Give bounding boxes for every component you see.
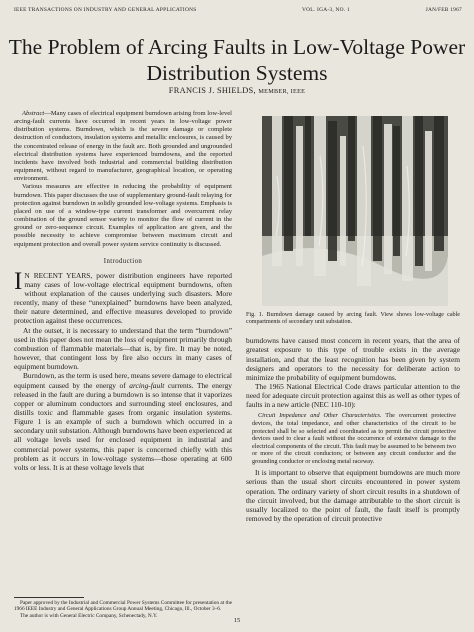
burndown-photo-image	[262, 116, 448, 306]
author-name: FRANCIS J. SHIELDS,	[168, 86, 256, 95]
drop-cap: I	[14, 267, 23, 295]
issue-date: JAN/FEB 1967	[425, 7, 462, 13]
paper-title: The Problem of Arcing Faults in Low-Voltage Power Distribution Systems	[8, 35, 466, 85]
footnote-paragraph-1: Paper approved by the Industrial and Commercial Power Systems Committee for presentation at the 1966 IEEE Industry and General Applications Group Annual Meeting, Chicago, Ill., October 3–6.	[14, 600, 232, 613]
abstract-paragraph-1: Abstract—Many cases of electrical equipment burndown arising from low-level arcing-fault currents have occurred in recent years in low-voltage power distribution systems. Burndown, which is the severe damage or complete destruction of conductors, insulation systems and metallic enclosures, is caused by the concentrated release of energy in the fault arc. Both grounded and ungrounded electrical distribution systems have experienced burndowns, and the reported incidents have involved both industrial and commercial building distribution equipment, without regard to manufacturer, geographical location, or operating environment.	[14, 110, 232, 183]
right-paragraph-2: The 1965 National Electrical Code draws particular attention to the need for adequate circuit protection against this as well as other types of faults in a new article (NEC 110-10):	[246, 381, 460, 410]
intro-paragraph-1: I N RECENT YEARS, power distribution engineers have reported many cases of low-voltage electrical equipment burndowns, often without explanation of the causes underlying such disasters. More recently, many of these “unexplained” burndowns have been analyzed, their nature determined, and effective measures developed to provide protection against these occurrences.	[14, 267, 232, 326]
quote-text: The overcurrent protective devices, the total impedance, and other characteristics of the circuit to be protected shall be so selected and coordinated as to permit the circuit protective devices used to clear a fault without the occurrence of extensive damage to the electrical components of the circuit. This fault may be assumed to be between two or more of the circuit conductors; or between any circuit conductor and the grounding conductor or enclosing metal raceway.	[252, 412, 456, 465]
abstract-paragraph-2: Various measures are effective in reducing the probability of equipment burndown. This paper discusses the use of supplementary ground-fault relaying for protection against burndown in solidly grounded low-voltage systems. Emphasis is placed on use of a window-type current transformer and overcurrent relay combination of the ground sensor variety to monitor the flow of current in the ground or zero-sequence circuit. Examples of application are given, and the possible necessity to achieve compromise between maximum circuit and equipment protection and overall power system service continuity is discussed.	[14, 183, 232, 248]
quote-label: Circuit Impedance and Other Characteristics.	[258, 412, 382, 420]
running-header	[14, 7, 462, 17]
right-body	[246, 336, 460, 523]
volume-info: VOL. IGA-3, NO. 1	[302, 7, 350, 13]
right-paragraph-3: It is important to observe that equipment burndowns are much more serious than the usual short circuits encountered in power system operation. The ordinary variety of short circuit results in a shutdown of the circuit involved, but the damage attributable to the short circuit is usually localized to the point of fault, the fault itself is promptly removed by the operation of circuit protective	[246, 468, 460, 524]
section-heading-introduction: Introduction	[103, 257, 143, 265]
intro-paragraph-2: At the outset, it is necessary to understand that the term “burndown” used in this paper does not mean the loss of equipment primarily through combustion of flammable materials—that is, by fire. It may be noted, however, that contingent loss by fire also occurs in many cases of equipment burndown.	[14, 325, 232, 372]
footnote-rule	[14, 597, 84, 598]
author-membership: MEMBER, IEEE	[258, 88, 306, 95]
abstract-label: Abstract	[22, 110, 45, 117]
footnote-paragraph-2: The author is with General Electric Company, Schenectady, N.Y.	[20, 612, 158, 619]
abstract	[14, 110, 232, 249]
author-line	[0, 86, 474, 95]
right-column	[246, 110, 460, 523]
figure-1-photo	[262, 116, 448, 306]
nec-quote	[246, 412, 460, 465]
right-paragraph-1: burndowns have caused most concern in recent years, that the area of greatest exposure to this type of trouble exists in the average installation, and that the least recognition has been given by system designers and operators to the necessity for deliberate action to minimize the probability of equipment burndowns.	[246, 336, 460, 382]
figure-1-caption: Fig. 1. Burndown damage caused by arcing fault. View shows low-voltage cable compartments of secondary unit substation.	[246, 312, 460, 326]
journal-name: IEEE TRANSACTIONS ON INDUSTRY AND GENERAL APPLICATIONS	[14, 7, 197, 13]
left-column	[14, 110, 232, 472]
introduction-body	[14, 267, 232, 472]
intro-paragraph-3: Burndown, as the term is used here, means severe damage to electrical equipment caused by the energy of arcing-fault currents. The energy released in the fault are during a burndown is so intense that it vaporizes copper or aluminum conductors and surrounding steel enclosures, and distills toxic and flammable gases from organic insulation systems. Figure 1 is an example of such a burndown which occurred in a secondary unit substation. Although burndowns have been experienced at all voltage levels used for enclosed equipment in industrial and commercial power systems, this paper is concerned chiefly with this problem as it occurs in low-voltage systems—those operating at 600 volts or less. It is at these voltage levels that	[14, 371, 232, 472]
page-number: 15	[233, 617, 241, 624]
